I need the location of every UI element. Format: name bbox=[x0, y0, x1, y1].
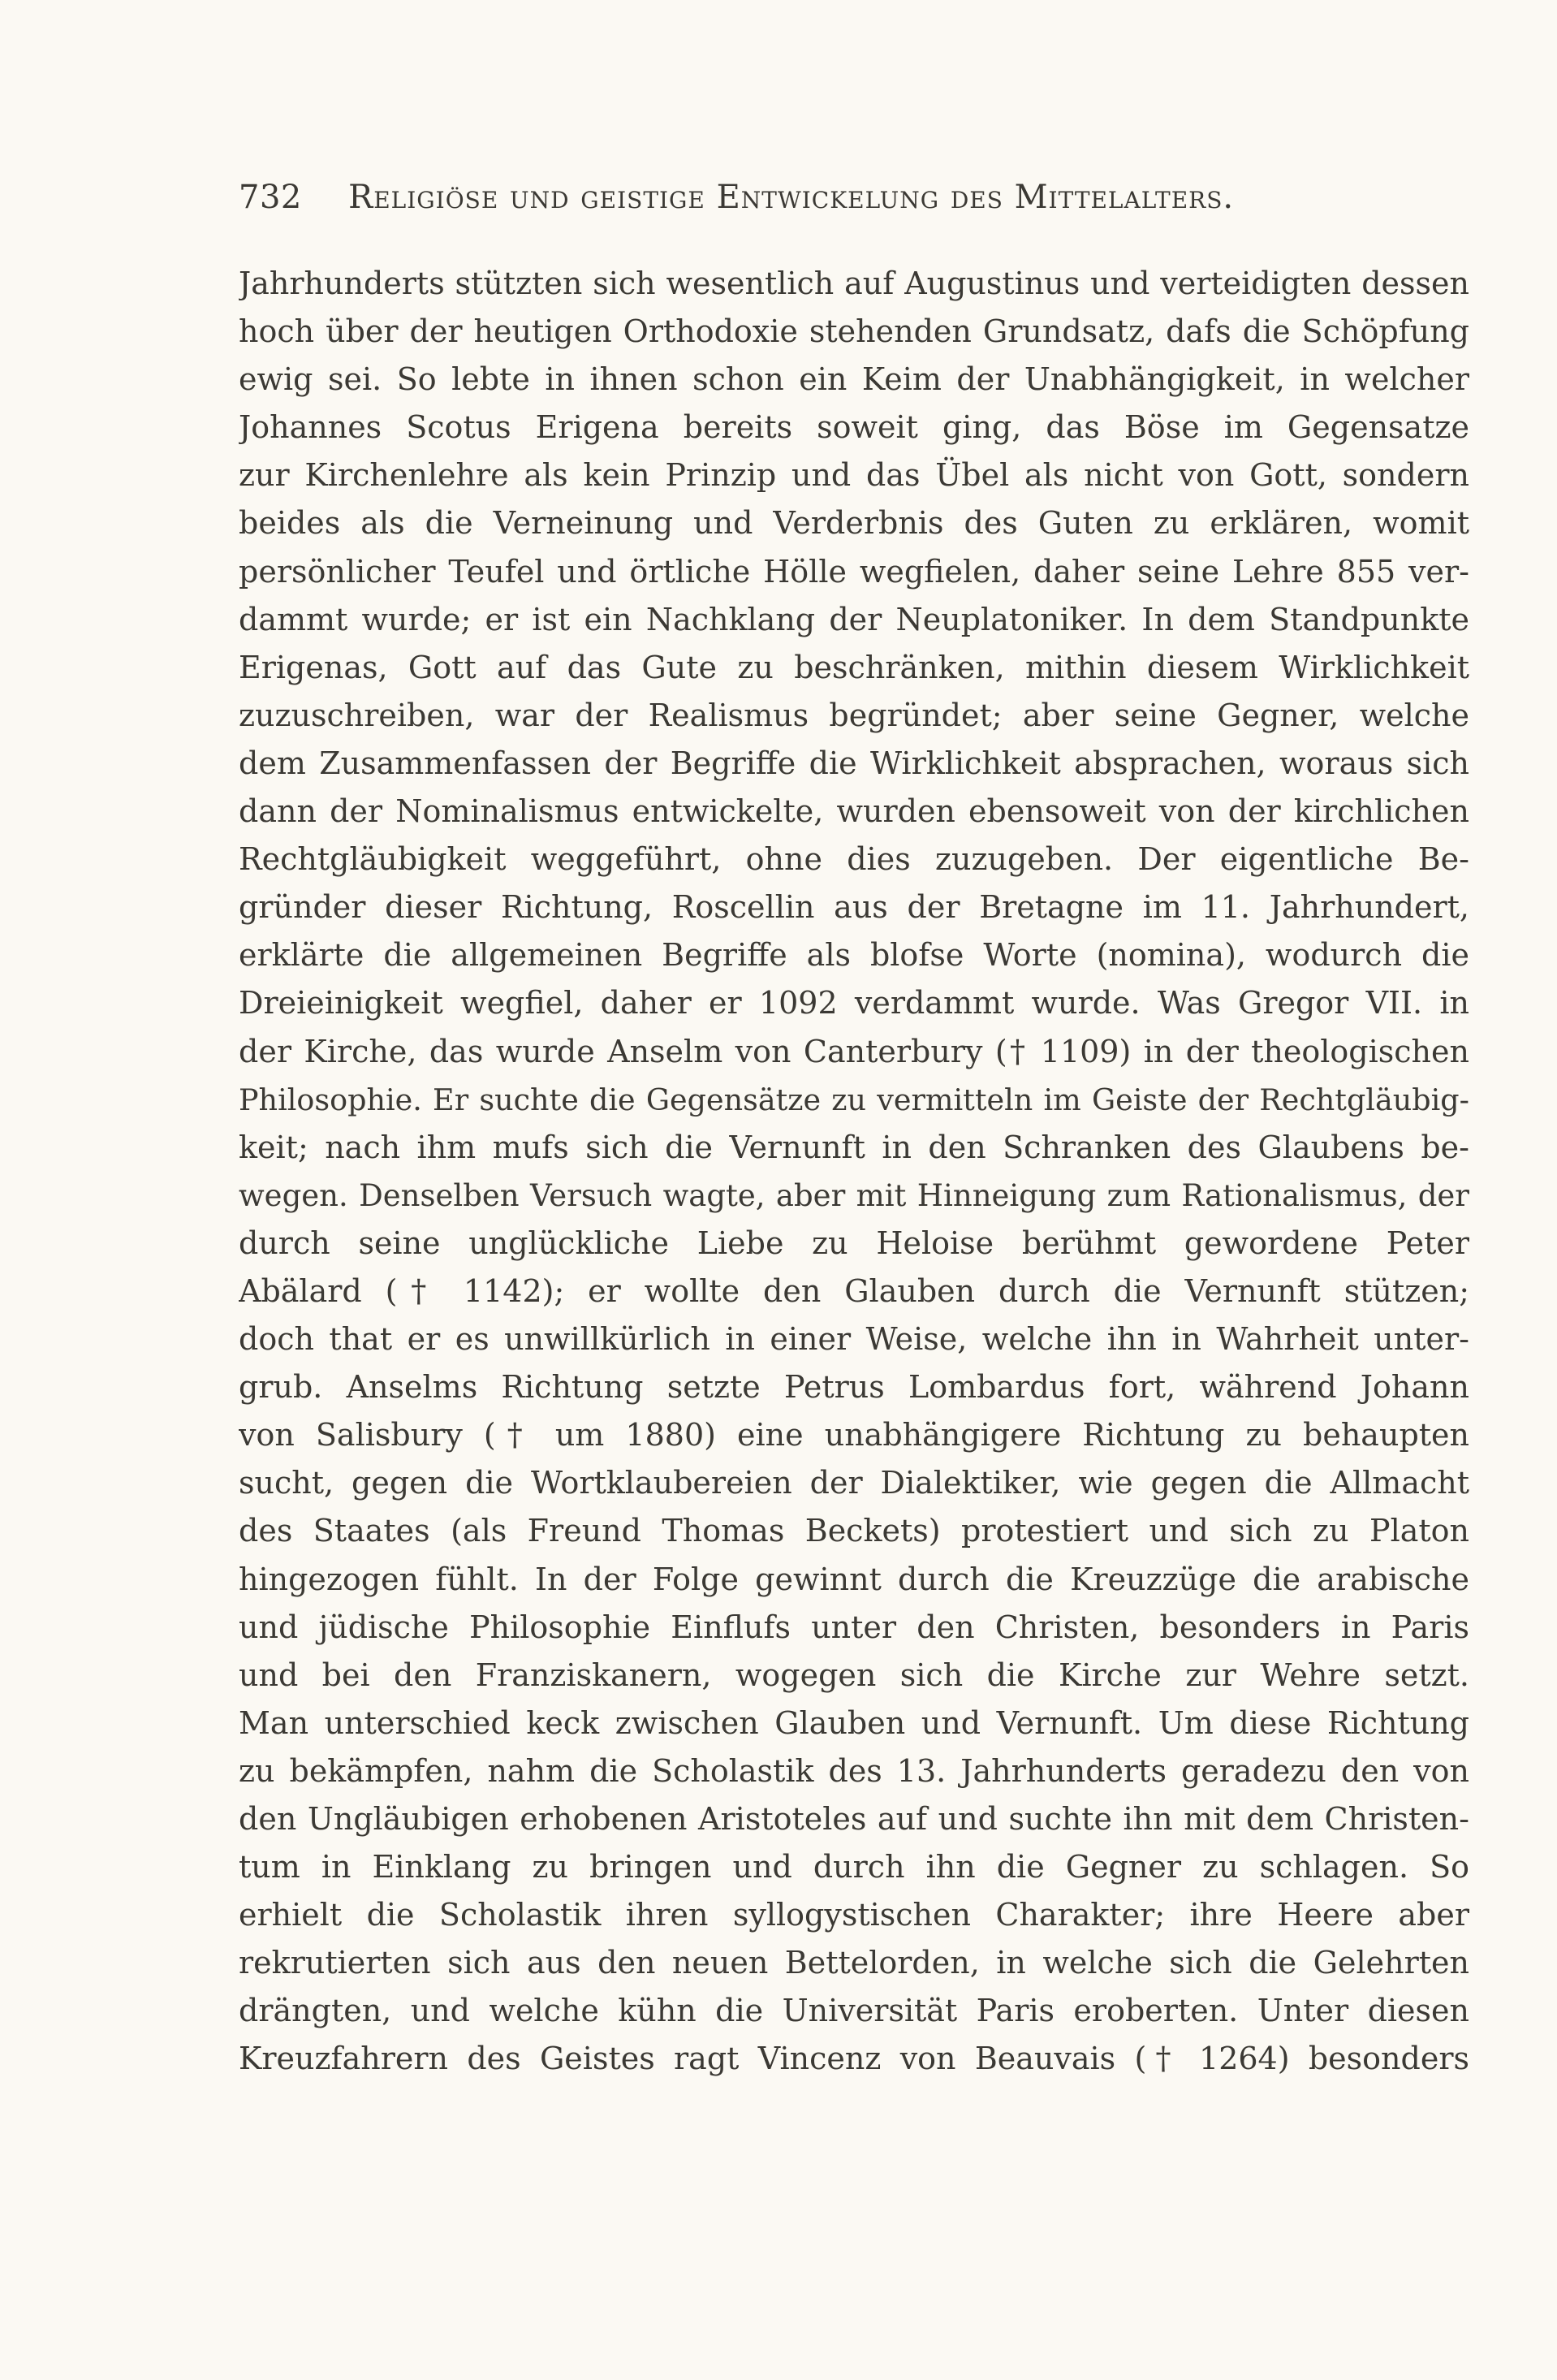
text-line: drängten, und welche kühn die Universität Paris eroberten. Unter diesen bbox=[239, 1993, 1469, 2029]
running-head bbox=[239, 179, 1448, 216]
text-line: persönlicher Teufel und örtliche Hölle wegfielen, daher seine Lehre 855 ver- bbox=[239, 553, 1469, 590]
text-line: und jüdische Philosophie Einflufs unter den Christen, besonders in Paris bbox=[239, 1609, 1469, 1645]
text-line: Philosophie. Er suchte die Gegensätze zu vermitteln im Geiste der Rechtgläubig- bbox=[239, 1082, 1469, 1117]
text-line: wegen. Denselben Versuch wagte, aber mit Hinneigung zum Rationalismus, der bbox=[239, 1177, 1469, 1213]
text-line: des Staates (als Freund Thomas Beckets) protestiert und sich zu Platon bbox=[239, 1513, 1469, 1549]
text-line: ewig sei. So lebte in ihnen schon ein Keim der Unabhängigkeit, in welcher bbox=[239, 361, 1469, 398]
text-line: Jahrhunderts stützten sich wesentlich auf Augustinus und verteidigten dessen bbox=[239, 266, 1469, 301]
text-line: keit; nach ihm mufs sich die Vernunft in den Schranken des Glaubens be- bbox=[239, 1129, 1469, 1165]
text-line: der Kirche, das wurde Anselm von Canterbury († 1109) in der theologischen bbox=[239, 1033, 1469, 1069]
text-line: erhielt die Scholastik ihren syllogystischen Charakter; ihre Heere aber bbox=[239, 1897, 1469, 1933]
text-line: Erigenas, Gott auf das Gute zu beschränken, mithin diesem Wirklichkeit bbox=[239, 649, 1469, 685]
text-line: tum in Einklang zu bringen und durch ihn die Gegner zu schlagen. So bbox=[239, 1849, 1469, 1885]
text-line: zur Kirchenlehre als kein Prinzip und das Übel als nicht von Gott, sondern bbox=[239, 457, 1469, 494]
text-line: doch that er es unwillkürlich in einer Weise, welche ihn in Wahrheit unter- bbox=[239, 1321, 1469, 1358]
text-line: erklärte die allgemeinen Begriffe als blofse Worte (nomina), wodurch die bbox=[239, 937, 1469, 974]
text-line: Johannes Scotus Erigena bereits soweit ging, das Böse im Gegensatze bbox=[239, 409, 1469, 446]
text-line: zuzuschreiben, war der Realismus begründet; aber seine Gegner, welche bbox=[239, 697, 1469, 733]
text-line: zu bekämpfen, nahm die Scholastik des 13. Jahrhunderts geradezu den von bbox=[239, 1752, 1469, 1789]
text-line: beides als die Verneinung und Verderbnis des Guten zu erklären, womit bbox=[239, 505, 1469, 542]
text-line: Kreuzfahrern des Geistes ragt Vincenz von Beauvais († 1264) besonders bbox=[239, 2041, 1469, 2077]
body-text bbox=[239, 260, 1469, 2084]
page-number: 732 bbox=[239, 179, 302, 216]
text-line: Dreieinigkeit wegfiel, daher er 1092 verdammt wurde. Was Gregor VII. in bbox=[239, 985, 1469, 1022]
text-line: grub. Anselms Richtung setzte Petrus Lombardus fort, während Johann bbox=[239, 1369, 1469, 1406]
text-line: gründer dieser Richtung, Roscellin aus der Bretagne im 11. Jahrhundert, bbox=[239, 889, 1469, 926]
text-line: von Salisbury († um 1880) eine unabhängigere Richtung zu behaupten bbox=[239, 1417, 1469, 1453]
running-title: Religiöse und geistige Entwickelung des Mittelalters. bbox=[348, 179, 1235, 216]
text-line: und bei den Franziskanern, wogegen sich die Kirche zur Wehre setzt. bbox=[239, 1656, 1469, 1693]
text-line: dammt wurde; er ist ein Nachklang der Neuplatoniker. In dem Standpunkte bbox=[239, 601, 1469, 637]
text-line: rekrutierten sich aus den neuen Bettelorden, in welche sich die Gelehrten bbox=[239, 1945, 1469, 1981]
text-line: den Ungläubigen erhobenen Aristoteles auf und suchte ihn mit dem Christen- bbox=[239, 1801, 1469, 1837]
text-line: hingezogen fühlt. In der Folge gewinnt durch die Kreuzzüge die arabische bbox=[239, 1561, 1469, 1597]
text-line: hoch über der heutigen Orthodoxie stehenden Grundsatz, dafs die Schöpfung bbox=[239, 313, 1469, 350]
text-line: Abälard († 1142); er wollte den Glauben durch die Vernunft stützen; bbox=[239, 1272, 1469, 1309]
text-line: dann der Nominalismus entwickelte, wurden ebensoweit von der kirchlichen bbox=[239, 793, 1469, 830]
text-line: Rechtgläubigkeit weggeführt, ohne dies zuzugeben. Der eigentliche Be- bbox=[239, 841, 1469, 878]
text-line: Man unterschied keck zwischen Glauben und Vernunft. Um diese Richtung bbox=[239, 1704, 1469, 1741]
text-line: sucht, gegen die Wortklaubereien der Dialektiker, wie gegen die Allmacht bbox=[239, 1465, 1469, 1501]
text-line: dem Zusammenfassen der Begriffe die Wirklichkeit absprachen, woraus sich bbox=[239, 745, 1469, 781]
text-line: durch seine unglückliche Liebe zu Heloise berühmt gewordene Peter bbox=[239, 1225, 1469, 1261]
